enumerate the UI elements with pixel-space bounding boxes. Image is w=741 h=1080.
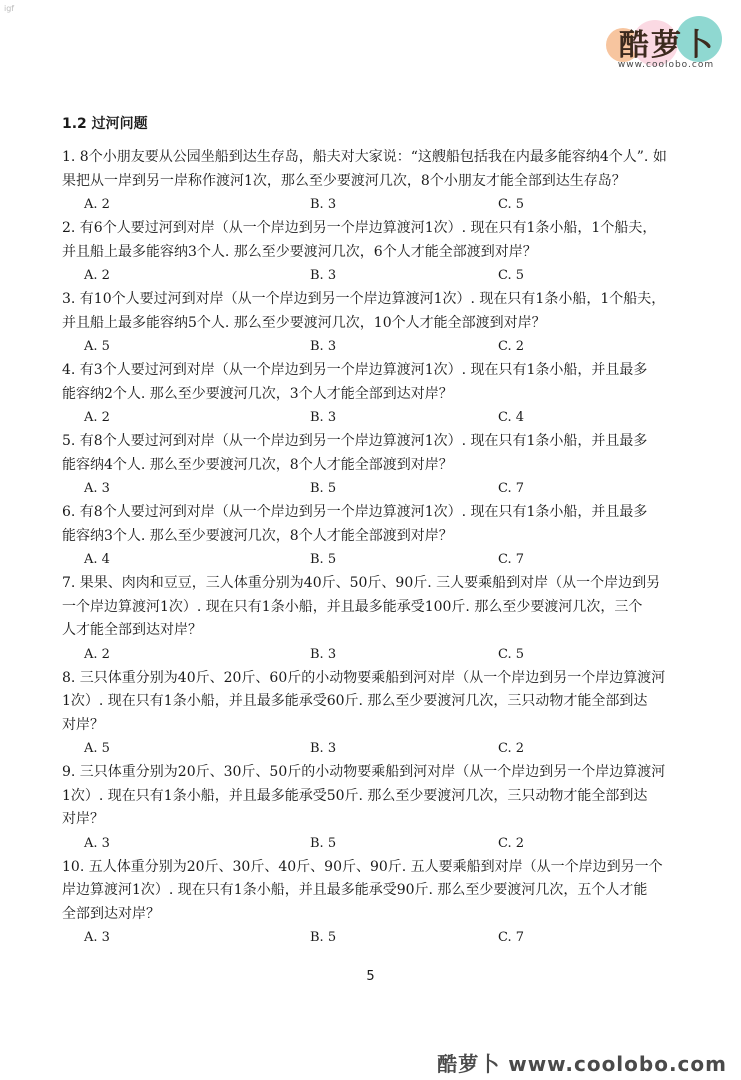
option-a: A. 2 bbox=[84, 646, 110, 662]
option-a: A. 2 bbox=[84, 410, 110, 425]
question-list bbox=[62, 146, 692, 950]
question-text-line: 并且船上最多能容纳3个人. 那么至少要渡河几次，6个人才能全部渡到对岸？ bbox=[62, 243, 537, 260]
option-c: C. 7 bbox=[498, 552, 525, 567]
option-b: B. 3 bbox=[310, 741, 337, 756]
question-text-line: 能容纳3个人. 那么至少要渡河几次，8个人才能全部渡到对岸？ bbox=[62, 527, 453, 544]
option-c: C. 7 bbox=[498, 930, 525, 945]
question-text-line: 9. 三只体重分别为20斤、30斤、50斤的小动物要乘船到河对岸（从一个岸边到另一个岸边算渡河 bbox=[62, 764, 666, 780]
question-item bbox=[62, 572, 692, 667]
question-text-line: 8. 三只体重分别为40斤、20斤、60斤的小动物要乘船到河对岸（从一个岸边到另一个岸边算渡河 bbox=[62, 669, 666, 686]
option-a: A. 2 bbox=[84, 268, 110, 283]
answer-options bbox=[62, 926, 692, 950]
question-item bbox=[62, 359, 692, 430]
question-text-line: 对岸？ bbox=[62, 716, 104, 733]
question-text-line: 对岸？ bbox=[62, 811, 104, 827]
answer-options bbox=[62, 643, 692, 667]
question-item bbox=[62, 856, 692, 951]
logo-text: 酷萝卜 bbox=[619, 28, 715, 63]
answer-options bbox=[62, 832, 692, 856]
question-text-line: 6. 有8个人要过河到对岸（从一个岸边到另一个岸边算渡河1次）. 现在只有1条小船，并且最多 bbox=[62, 504, 648, 520]
coolobo-logo bbox=[598, 14, 730, 76]
question-text-line: 一个岸边算渡河1次）. 现在只有1条小船，并且最多能承受100斤. 那么至少要渡河几次，三个 bbox=[62, 598, 643, 615]
option-c: C. 7 bbox=[498, 481, 525, 496]
question-text-line: 并且船上最多能容纳5个人. 那么至少要渡河几次，10个人才能全部渡到对岸？ bbox=[62, 314, 546, 331]
option-b: B. 3 bbox=[310, 339, 337, 354]
option-a: A. 3 bbox=[84, 481, 110, 496]
question-text-line: 人才能全部到达对岸？ bbox=[62, 622, 202, 638]
question-item bbox=[62, 501, 692, 572]
option-b: B. 5 bbox=[310, 481, 337, 496]
question-item bbox=[62, 430, 692, 501]
question-text-line: 4. 有3个人要过河到对岸（从一个岸边到另一个岸边算渡河1次）. 现在只有1条小船，并且最多 bbox=[62, 362, 648, 378]
section-title: 1.2 过河问题 bbox=[62, 116, 148, 132]
logo-url: www.coolobo.com bbox=[617, 60, 715, 70]
footer-watermark: 酷萝卜 www.coolobo.com bbox=[437, 1052, 727, 1076]
option-c: C. 5 bbox=[498, 646, 525, 662]
option-a: A. 3 bbox=[84, 930, 110, 945]
question-item bbox=[62, 761, 692, 856]
question-text-line: 1次）. 现在只有1条小船，并且最多能承受50斤. 那么至少要渡河几次，三只动物才能全部到达 bbox=[62, 787, 648, 804]
option-a: A. 2 bbox=[84, 197, 110, 212]
question-text-line: 5. 有8个人要过河到对岸（从一个岸边到另一个岸边算渡河1次）. 现在只有1条小船，并且最多 bbox=[62, 433, 648, 449]
option-c: C. 2 bbox=[498, 741, 525, 756]
question-text-line: 10. 五人体重分别为20斤、30斤、40斤、90斤、90斤. 五人要乘船到对岸（从一个岸边到另一个 bbox=[62, 858, 663, 875]
answer-options bbox=[62, 477, 692, 501]
option-c: C. 4 bbox=[498, 410, 525, 425]
option-b: B. 3 bbox=[310, 410, 337, 425]
option-c: C. 2 bbox=[498, 835, 525, 851]
question-item bbox=[62, 217, 692, 288]
option-c: C. 5 bbox=[498, 197, 525, 212]
question-text-line: 岸边算渡河1次）. 现在只有1条小船，并且最多能承受90斤. 那么至少要渡河几次，五个人才能 bbox=[62, 882, 648, 898]
option-c: C. 2 bbox=[498, 339, 525, 354]
option-b: B. 3 bbox=[310, 268, 337, 283]
option-a: A. 5 bbox=[84, 741, 110, 756]
question-item bbox=[62, 667, 692, 762]
question-text-line: 能容纳4个人. 那么至少要渡河几次，8个人才能全部渡到对岸？ bbox=[62, 456, 453, 473]
answer-options bbox=[62, 406, 692, 430]
answer-options bbox=[62, 335, 692, 359]
option-b: B. 3 bbox=[310, 646, 337, 662]
question-text-line: 3. 有10个人要过河到对岸（从一个岸边到另一个岸边算渡河1次）. 现在只有1条小船，1个船夫， bbox=[62, 291, 666, 307]
question-text-line: 1. 8个小朋友要从公园坐船到达生存岛，船夫对大家说：“这艘船包括我在内最多能容纳4个人”. 如 bbox=[62, 149, 667, 165]
question-text-line: 全部到达对岸？ bbox=[62, 905, 160, 922]
question-item bbox=[62, 288, 692, 359]
answer-options bbox=[62, 548, 692, 572]
question-text-line: 2. 有6个人要过河到对岸（从一个岸边到另一个岸边算渡河1次）. 现在只有1条小船，1个船夫， bbox=[62, 220, 657, 236]
option-b: B. 5 bbox=[310, 835, 337, 851]
question-text-line: 果把从一岸到另一岸称作渡河1次，那么至少要渡河几次，8个小朋友才能全部到达生存岛？ bbox=[62, 172, 626, 189]
question-text-line: 能容纳2个人. 那么至少要渡河几次，3个人才能全部到达对岸？ bbox=[62, 385, 453, 402]
option-a: A. 5 bbox=[84, 339, 110, 354]
option-a: A. 3 bbox=[84, 835, 110, 851]
option-a: A. 4 bbox=[84, 552, 110, 567]
page-number: 5 bbox=[366, 969, 375, 984]
answer-options bbox=[62, 737, 692, 761]
question-item bbox=[62, 146, 692, 217]
answer-options bbox=[62, 193, 692, 217]
option-c: C. 5 bbox=[498, 268, 525, 283]
corner-mark: igf bbox=[4, 4, 15, 13]
option-b: B. 5 bbox=[310, 930, 337, 945]
option-b: B. 3 bbox=[310, 197, 337, 212]
option-b: B. 5 bbox=[310, 552, 337, 567]
question-text-line: 7. 果果、肉肉和豆豆，三人体重分别为40斤、50斤、90斤. 三人要乘船到对岸（从一个岸边到另 bbox=[62, 575, 661, 591]
answer-options bbox=[62, 264, 692, 288]
question-text-line: 1次）. 现在只有1条小船，并且最多能承受60斤. 那么至少要渡河几次，三只动物才能全部到达 bbox=[62, 693, 648, 709]
